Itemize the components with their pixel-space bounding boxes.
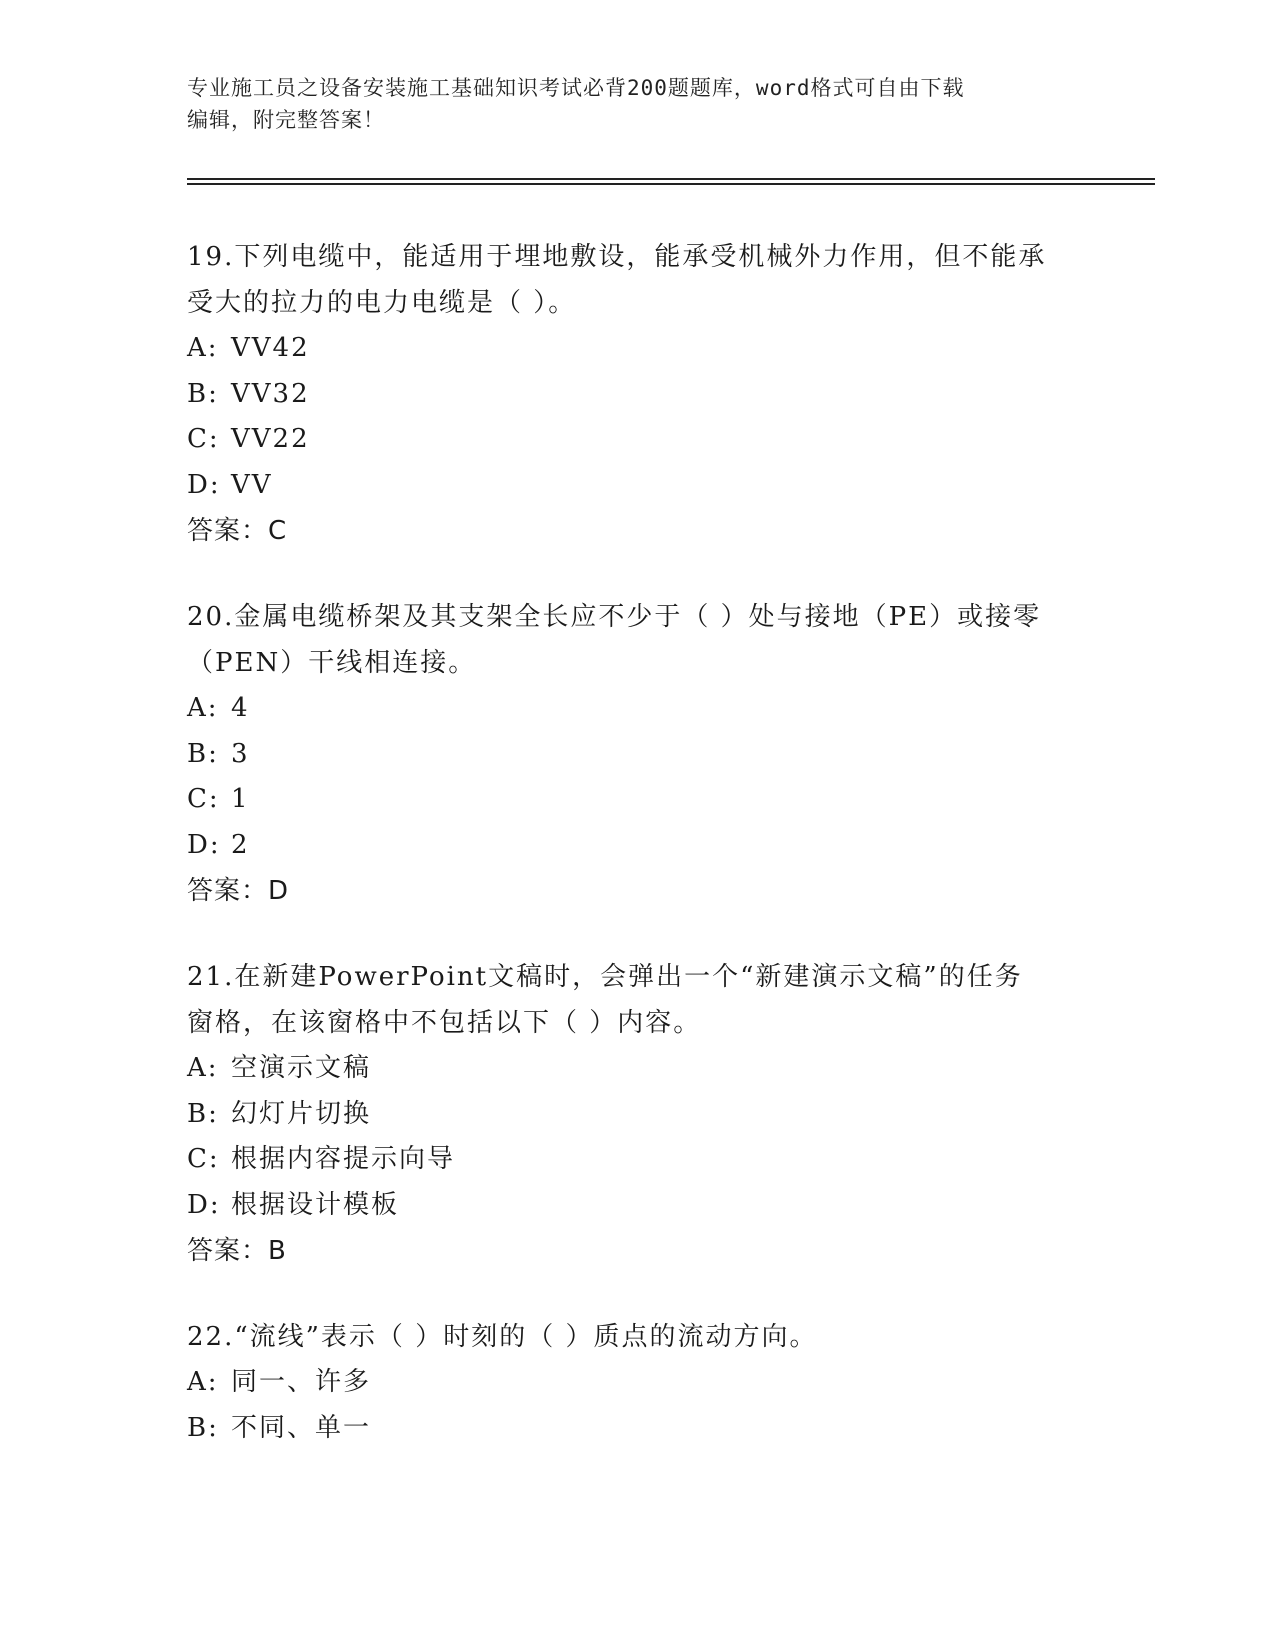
question-text-line: （PEN）干线相连接。 [187, 648, 477, 678]
header-line-1: 专业施工员之设备安装施工基础知识考试必背200题题库，word格式可自由下载 [187, 76, 965, 100]
question-text-line: 19.下列电缆中，能适用于埋地敷设，能承受机械外力作用，但不能承 [187, 242, 1047, 272]
option-b [187, 1406, 1117, 1452]
question-text [187, 1314, 1117, 1360]
question-text-line: 20.金属电缆桥架及其支架全长应不少于（ ）处与接地（PE）或接零 [187, 602, 1042, 632]
question-text [187, 954, 1117, 1046]
option-text: VV42 [231, 333, 310, 363]
option-text: 3 [231, 738, 250, 769]
option-b [187, 1092, 1117, 1138]
question-21 [187, 954, 1117, 1274]
question-text [187, 234, 1117, 326]
header-divider-bottom [187, 183, 1155, 185]
option-a [187, 1360, 1117, 1406]
option-letter: A: [187, 693, 219, 723]
option-letter: A: [187, 1367, 219, 1397]
answer: 答案：C [187, 516, 288, 546]
answer: 答案：D [187, 876, 290, 906]
option-letter: B: [187, 738, 219, 769]
header-line-2: 编辑，附完整答案！ [187, 108, 385, 132]
option-letter: B: [187, 378, 219, 409]
option-letter: D: [187, 1189, 221, 1220]
option-letter: A: [187, 1053, 219, 1083]
option-b [187, 372, 1117, 418]
option-b [187, 732, 1117, 778]
option-letter: B: [187, 1098, 219, 1129]
document-header [187, 72, 1087, 136]
option-letter: C: [187, 424, 220, 454]
option-d [187, 823, 1117, 869]
option-letter: B: [187, 1412, 219, 1443]
question-text [187, 594, 1117, 686]
option-letter: D: [187, 469, 221, 500]
option-letter: D: [187, 829, 221, 860]
option-text: 空演示文稿 [231, 1053, 372, 1083]
option-d [187, 1183, 1117, 1229]
option-letter: C: [187, 784, 220, 814]
option-text: VV32 [231, 378, 310, 409]
option-text: 不同、单一 [231, 1412, 372, 1443]
option-text: 幻灯片切换 [231, 1098, 372, 1129]
question-22 [187, 1314, 1117, 1451]
option-c [187, 777, 1117, 823]
option-d [187, 463, 1117, 509]
question-20 [187, 594, 1117, 914]
option-text: 4 [231, 693, 250, 723]
option-text: 同一、许多 [231, 1367, 372, 1397]
question-19 [187, 234, 1117, 554]
header-divider-top [187, 178, 1155, 180]
question-text-line: 受大的拉力的电力电缆是（ ）。 [187, 288, 577, 318]
option-a [187, 686, 1117, 732]
option-text: 根据设计模板 [231, 1189, 400, 1220]
option-c [187, 417, 1117, 463]
question-text-line: 22.“流线”表示（ ）时刻的（ ）质点的流动方向。 [187, 1322, 818, 1352]
option-text: 2 [231, 829, 250, 860]
question-text-line: 窗格，在该窗格中不包括以下（ ）内容。 [187, 1008, 702, 1038]
option-letter: A: [187, 333, 219, 363]
option-text: VV [231, 469, 273, 500]
option-text: VV22 [231, 424, 310, 454]
answer: 答案：B [187, 1236, 287, 1266]
question-text-line: 21.在新建PowerPoint文稿时，会弹出一个“新建演示文稿”的任务 [187, 962, 1023, 992]
option-a [187, 326, 1117, 372]
option-text: 1 [231, 784, 250, 814]
option-a [187, 1046, 1117, 1092]
option-text: 根据内容提示向导 [231, 1144, 456, 1174]
option-c [187, 1137, 1117, 1183]
question-list [187, 234, 1117, 1491]
option-letter: C: [187, 1144, 220, 1174]
